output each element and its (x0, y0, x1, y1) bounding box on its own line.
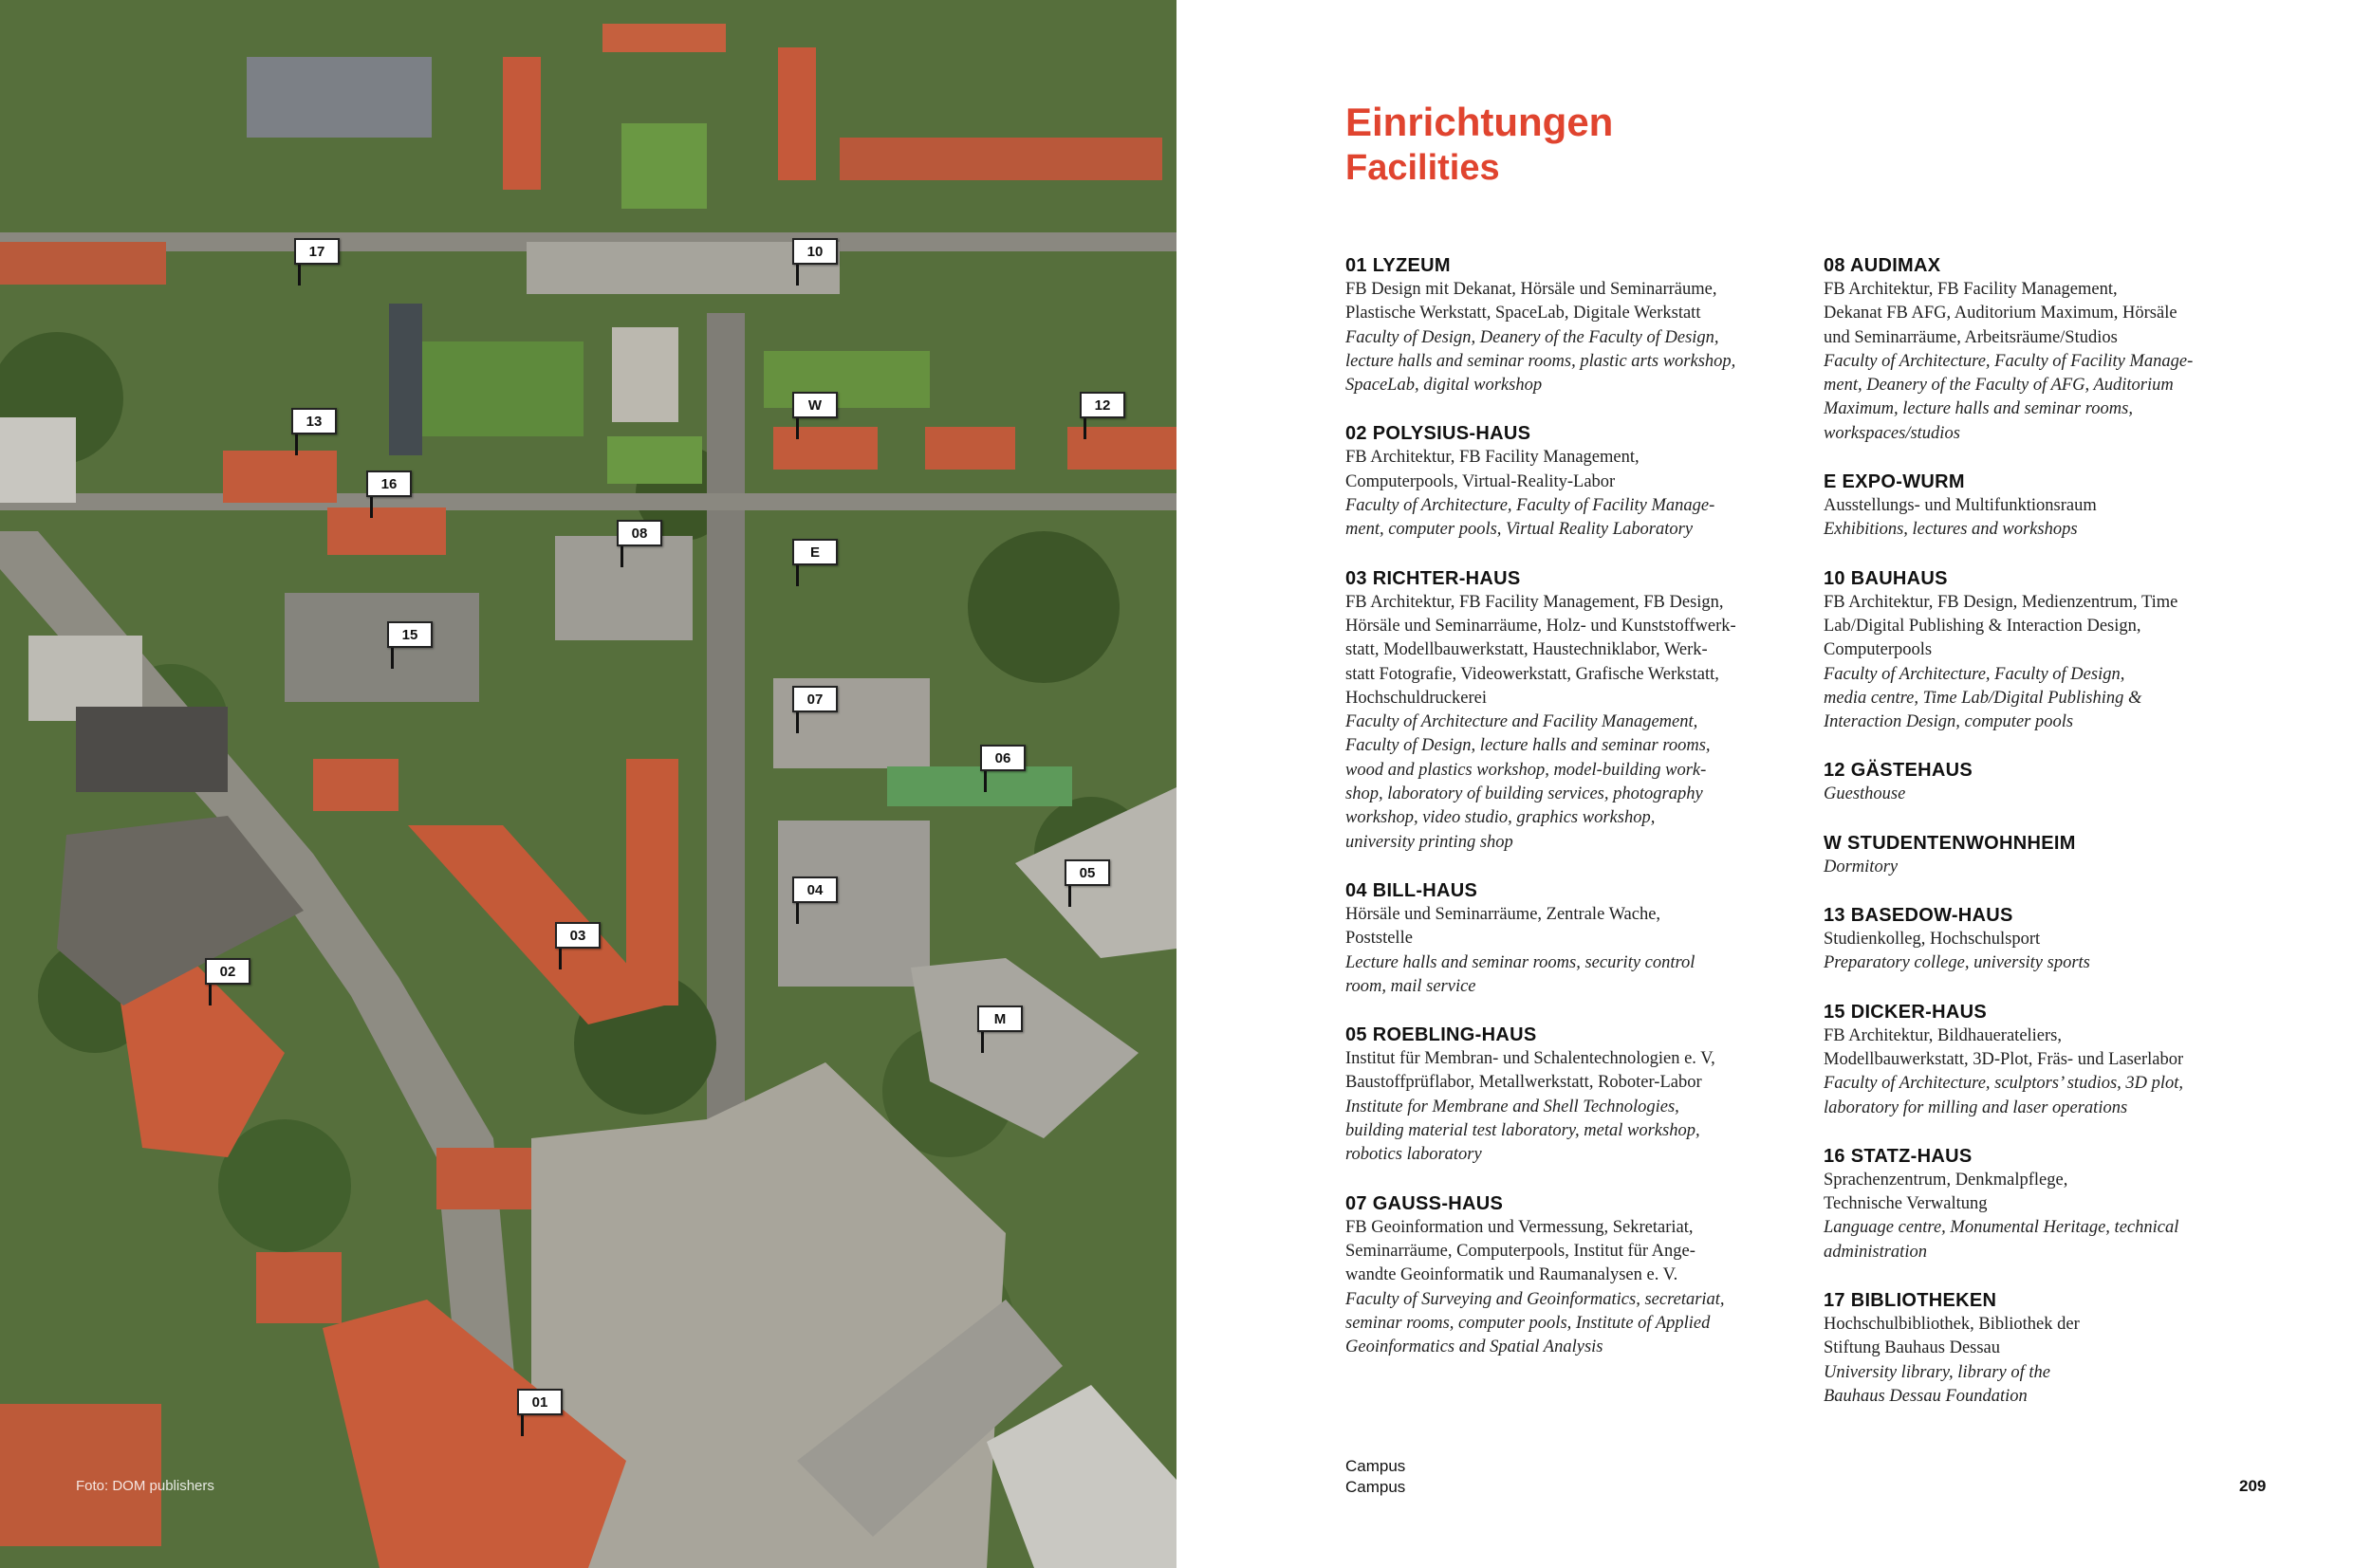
facility-title: 10 BAUHAUS (1824, 567, 1948, 589)
facility-description-english: university printing shop (1345, 832, 1513, 852)
facility-description-german: Technische Verwaltung (1824, 1194, 1988, 1214)
facility-description-german: FB Architektur, FB Facility Management, FB Design, (1345, 592, 1724, 612)
facility-description-german: Modellbauwerkstatt, 3D-Plot, Fräs- und Laserlabor (1824, 1049, 2184, 1069)
facility-entry (1345, 567, 1796, 855)
map-marker-label: 01 (517, 1389, 563, 1415)
facility-title: 12 GÄSTEHAUS (1824, 760, 1973, 782)
map-marker-label: M (977, 1005, 1023, 1032)
facility-description-english: ment, Deanery of the Faculty of AFG, Auditorium (1824, 376, 2174, 396)
facility-description-english: University library, library of the (1824, 1362, 2050, 1382)
facility-description-german: Seminarräume, Computerpools, Institut für Ange- (1345, 1241, 1695, 1261)
facility-description-english: administration (1824, 1242, 1927, 1262)
facilities-column-right (1824, 254, 2274, 1433)
map-marker-label: 04 (792, 876, 838, 903)
facility-description-german: Sprachenzentrum, Denkmalpflege, (1824, 1170, 2068, 1190)
facilities-column-left (1345, 254, 1796, 1384)
facility-entry (1824, 1289, 2274, 1409)
facility-entry (1824, 1145, 2274, 1264)
facility-description-german: statt, Modellbauwerkstatt, Haustechniklabor, Werk- (1345, 640, 1708, 660)
facility-title: 15 DICKER-HAUS (1824, 1001, 1988, 1023)
aerial-campus-photo (0, 0, 1176, 1568)
facility-description-english: Bauhaus Dessau Foundation (1824, 1386, 2028, 1406)
facility-description-german: Baustoffprüflabor, Metallwerkstatt, Roboter-Labor (1345, 1073, 1702, 1093)
facility-description-english: Lecture halls and seminar rooms, security control (1345, 952, 1695, 972)
facility-description-german: FB Design mit Dekanat, Hörsäle und Seminarräume, (1345, 280, 1717, 299)
facility-title: 02 POLYSIUS-HAUS (1345, 423, 1531, 445)
facility-description-english: shop, laboratory of building services, photography (1345, 784, 1703, 804)
facility-description-english: Faculty of Architecture and Facility Management, (1345, 712, 1698, 732)
map-marker-label: 03 (555, 922, 601, 949)
facility-entry (1824, 567, 2274, 735)
map-marker-label: 08 (617, 520, 662, 546)
facility-entry (1345, 1192, 1796, 1360)
footer-line-english: Campus (1345, 1478, 1406, 1496)
facility-description-german: Hochschuldruckerei (1345, 688, 1487, 708)
facility-title: 03 RICHTER-HAUS (1345, 567, 1521, 589)
aerial-photo-illustration (0, 0, 1176, 1568)
facility-title: E EXPO-WURM (1824, 471, 1965, 493)
facility-description-english: media centre, Time Lab/Digital Publishing & (1824, 688, 2142, 708)
facility-entry (1345, 879, 1796, 999)
facility-description-english: workshop, video studio, graphics workshop, (1345, 808, 1656, 828)
photo-credit: Foto: DOM publishers (76, 1478, 214, 1494)
facility-description-english: Institute for Membrane and Shell Technologies, (1345, 1097, 1679, 1116)
facility-description-english: wood and plastics workshop, model-building work- (1345, 760, 1707, 780)
map-marker-label: 05 (1065, 859, 1110, 886)
facility-description-english: Faculty of Surveying and Geoinformatics, secretariat, (1345, 1289, 1725, 1309)
page-title-german: Einrichtungen (1345, 100, 1614, 144)
facility-description-english: Interaction Design, computer pools (1824, 712, 2074, 732)
facility-title: 17 BIBLIOTHEKEN (1824, 1290, 1997, 1312)
facility-description-english: Preparatory college, university sports (1824, 953, 2090, 973)
facility-entry (1345, 422, 1796, 542)
facility-entry (1824, 759, 2274, 806)
page-number: 209 (2239, 1477, 2267, 1495)
map-marker-label: 13 (291, 408, 337, 434)
facility-description-english: building material test laboratory, metal workshop, (1345, 1121, 1700, 1141)
facility-title: 13 BASEDOW-HAUS (1824, 905, 2013, 927)
map-marker-label: 02 (205, 958, 250, 985)
facility-description-german: Lab/Digital Publishing & Interaction Design, (1824, 616, 2141, 636)
facility-description-german: Stiftung Bauhaus Dessau (1824, 1338, 2001, 1358)
facility-description-english: Faculty of Architecture, Faculty of Facility Manage- (1345, 496, 1715, 516)
footer-line-german: Campus (1345, 1457, 1406, 1475)
facility-title: W STUDENTENWOHNHEIM (1824, 832, 2076, 854)
facility-description-german: Poststelle (1345, 929, 1413, 949)
facility-title: 07 GAUSS-HAUS (1345, 1192, 1504, 1214)
map-marker-label: 10 (792, 238, 838, 265)
facility-description-english: Maximum, lecture halls and seminar rooms, (1824, 399, 2133, 419)
footer-section-label (1345, 1456, 1405, 1498)
map-marker-label: 15 (387, 621, 433, 648)
facility-entry (1345, 254, 1796, 397)
facility-description-german: Institut für Membran- und Schalentechnologien e. V, (1345, 1049, 1715, 1069)
facility-description-german: Studienkolleg, Hochschulsport (1824, 930, 2041, 950)
map-marker-label: 07 (792, 686, 838, 712)
facility-description-german: Plastische Werkstatt, SpaceLab, Digitale Werkstatt (1345, 304, 1701, 323)
facility-description-english: Faculty of Design, Deanery of the Faculty of Design, (1345, 327, 1719, 347)
facility-description-german: Ausstellungs- und Multifunktionsraum (1824, 496, 2097, 516)
facility-description-english: Faculty of Architecture, Faculty of Facility Manage- (1824, 351, 2194, 371)
facility-entry (1824, 254, 2274, 446)
facility-description-english: Exhibitions, lectures and workshops (1824, 520, 2078, 540)
facility-description-german: Computerpools, Virtual-Reality-Labor (1345, 471, 1616, 491)
facility-description-german: wandte Geoinformatik und Raumanalysen e. V. (1345, 1265, 1678, 1285)
facility-entry (1824, 470, 2274, 543)
facility-entry (1824, 1001, 2274, 1120)
facility-description-german: Hörsäle und Seminarräume, Holz- und Kunststoffwerk- (1345, 616, 1736, 636)
facility-description-german: und Seminarräume, Arbeitsräume/Studios (1824, 327, 2118, 347)
facility-description-english: Language centre, Monumental Heritage, technical (1824, 1218, 2179, 1238)
facility-description-english: seminar rooms, computer pools, Institute of Applied (1345, 1313, 1711, 1333)
facility-entry (1824, 904, 2274, 976)
map-marker-label: W (792, 392, 838, 418)
facility-description-german: statt Fotografie, Videowerkstatt, Grafische Werkstatt, (1345, 664, 1719, 684)
facility-entry (1345, 1024, 1796, 1167)
map-marker-label: 12 (1080, 392, 1125, 418)
facility-title: 08 AUDIMAX (1824, 255, 1941, 276)
facility-description-english: SpaceLab, digital workshop (1345, 376, 1543, 396)
facility-description-german: Dekanat FB AFG, Auditorium Maximum, Hörsäle (1824, 304, 2177, 323)
map-marker-label: E (792, 539, 838, 565)
facility-title: 16 STATZ-HAUS (1824, 1145, 1973, 1167)
map-marker-label: 17 (294, 238, 340, 265)
facility-description-english: Faculty of Design, lecture halls and seminar rooms, (1345, 736, 1711, 756)
page-title-english: Facilities (1345, 148, 1500, 188)
map-marker-label: 16 (366, 470, 412, 497)
facility-description-german: FB Architektur, FB Facility Management, (1824, 280, 2118, 299)
facility-description-english: room, mail service (1345, 976, 1476, 996)
facility-description-english: lecture halls and seminar rooms, plastic arts workshop, (1345, 351, 1736, 371)
facility-description-german: Hörsäle und Seminarräume, Zentrale Wache, (1345, 904, 1661, 924)
facility-title: 01 LYZEUM (1345, 255, 1451, 276)
facility-title: 04 BILL-HAUS (1345, 879, 1478, 901)
facility-description-english: laboratory for milling and laser operations (1824, 1098, 2128, 1117)
facility-title: 05 ROEBLING-HAUS (1345, 1024, 1537, 1046)
facility-description-english: Faculty of Architecture, Faculty of Design, (1824, 664, 2125, 684)
facility-description-english: Dormitory (1824, 857, 1899, 876)
facility-description-german: Computerpools (1824, 640, 1933, 660)
facility-description-german: FB Architektur, FB Design, Medienzentrum, Time (1824, 592, 2178, 612)
facility-description-english: robotics laboratory (1345, 1145, 1482, 1165)
map-marker-label: 06 (980, 745, 1026, 771)
facility-description-english: ment, computer pools, Virtual Reality Laboratory (1345, 520, 1694, 540)
facility-description-english: workspaces/studios (1824, 423, 1960, 443)
facility-description-german: FB Architektur, FB Facility Management, (1345, 448, 1640, 468)
facility-description-german: Hochschulbibliothek, Bibliothek der (1824, 1315, 2080, 1335)
facility-entry (1824, 832, 2274, 879)
facility-description-german: FB Geoinformation und Vermessung, Sekretariat, (1345, 1217, 1694, 1237)
facility-description-english: Faculty of Architecture, sculptors’ studios, 3D plot, (1824, 1074, 2184, 1094)
facility-description-english: Guesthouse (1824, 784, 1906, 804)
facility-description-german: FB Architektur, Bildhauerateliers, (1824, 1025, 2063, 1045)
facility-description-english: Geoinformatics and Spatial Analysis (1345, 1337, 1603, 1357)
